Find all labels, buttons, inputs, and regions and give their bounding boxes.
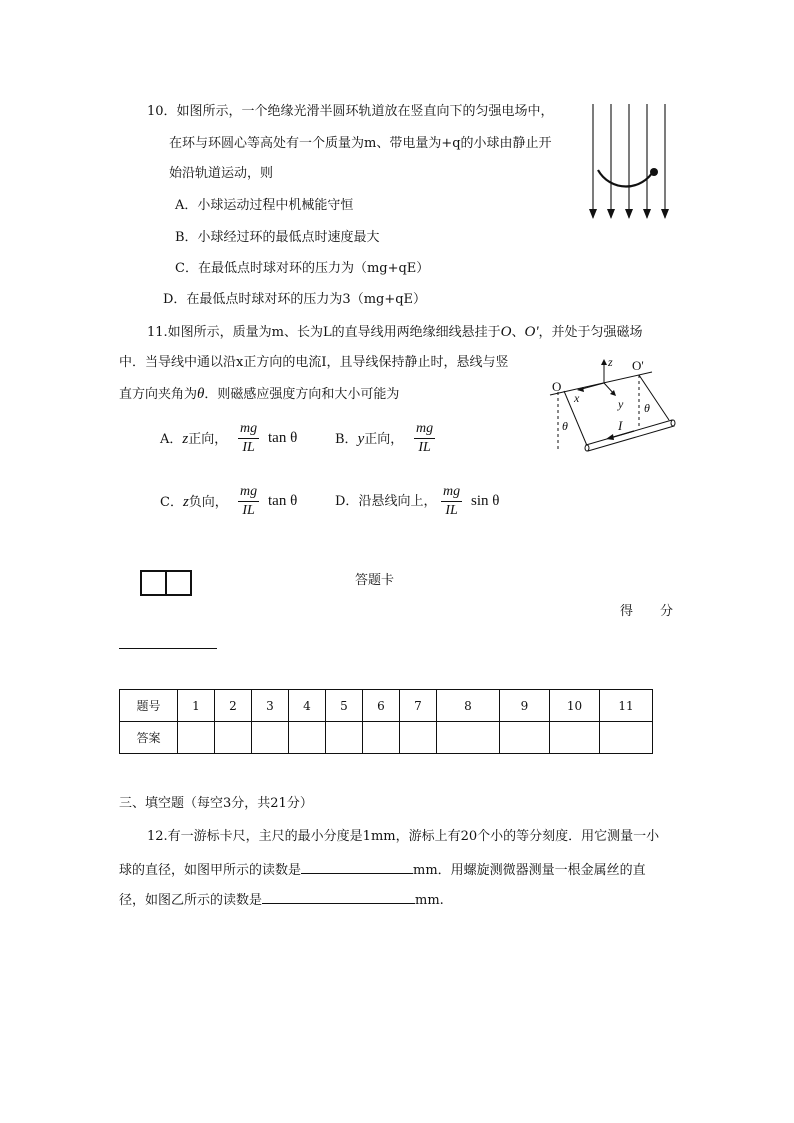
q11-line3 — [119, 385, 399, 404]
q11-separator: 、 — [511, 325, 525, 340]
answer-blank-diameter[interactable] — [301, 859, 413, 874]
option-b-dir: 正向， — [364, 432, 404, 447]
point-o-prime-symbol: O' — [524, 324, 539, 340]
q10-option-c: C．在最低点时球对环的压力为（mg+qE） — [175, 261, 430, 276]
q11-line3-tail: ．则磁感应强度方向和大小可能为 — [204, 387, 400, 402]
header-label: 题号 — [120, 690, 178, 722]
question-number-row — [120, 690, 653, 722]
option-c-letter: C． — [160, 495, 183, 510]
label-o: O — [552, 379, 562, 394]
question-number: 5 — [326, 690, 363, 722]
option-c-fraction — [238, 484, 259, 519]
option-a-fraction — [238, 421, 259, 456]
q11-line1-tail: ，并处于匀强磁场 — [538, 325, 643, 340]
answer-cell[interactable] — [600, 722, 653, 754]
option-d-denominator: IL — [445, 503, 458, 518]
q12-line3 — [119, 889, 444, 910]
q10-line3: 始沿轨道运动，则 — [169, 166, 274, 181]
option-a-dir: 正向， — [188, 432, 228, 447]
label-x: x — [574, 391, 580, 405]
q12-line3-tail: mm. — [415, 893, 444, 908]
option-a-axis: z — [182, 431, 189, 447]
label-o-prime: O' — [632, 358, 644, 373]
score-line — [119, 648, 217, 649]
score-label-fen: 分 — [660, 604, 674, 619]
answer-card-title: 答题卡 — [355, 573, 395, 588]
question-number: 3 — [252, 690, 289, 722]
option-d-function: sin θ — [471, 493, 500, 509]
q11-line3-text: 直方向夹角为 — [119, 387, 198, 402]
question-number: 8 — [437, 690, 500, 722]
q11-line2: 中．当导线中通以沿x正方向的电流I，且导线保持静止时，悬线与竖 — [119, 355, 509, 370]
q12-line2 — [119, 859, 646, 880]
option-b-denominator: IL — [418, 440, 431, 455]
q11-option-c — [160, 493, 228, 512]
answer-table — [119, 689, 653, 754]
electric-field-figure — [585, 100, 675, 225]
q12-line3-text: 径，如图乙所示的读数是 — [119, 893, 263, 908]
q10-line2: 在环与环圆心等高处有一个质量为m、带电量为+q的小球由静止开 — [169, 136, 552, 151]
label-y: y — [618, 397, 624, 411]
answer-cell[interactable] — [289, 722, 326, 754]
option-c-numerator: mg — [238, 484, 259, 502]
label-theta-left: θ — [562, 419, 568, 433]
current-wire — [585, 420, 675, 451]
question-number: 4 — [289, 690, 326, 722]
option-b-fraction — [414, 421, 435, 456]
charged-ball — [650, 168, 658, 176]
answer-cell[interactable] — [215, 722, 252, 754]
option-c-axis: z — [182, 494, 189, 510]
q10-option-b: B．小球经过环的最低点时速度最大 — [175, 230, 380, 245]
semicircle-track — [598, 170, 654, 187]
answer-cell[interactable] — [363, 722, 400, 754]
q11-option-d — [335, 493, 436, 511]
answer-label: 答案 — [120, 722, 178, 754]
option-a-letter: A． — [160, 432, 183, 447]
label-theta-right: θ — [644, 401, 650, 415]
question-number: 10 — [550, 690, 600, 722]
answer-cell[interactable] — [500, 722, 550, 754]
answer-cell[interactable] — [326, 722, 363, 754]
q10-line1: 10．如图所示，一个绝缘光滑半圆环轨道放在竖直向下的匀强电场中， — [147, 104, 554, 119]
option-c-function: tan θ — [268, 493, 298, 509]
score-box — [140, 570, 192, 596]
q10-option-d: D．在最低点时球对环的压力为3（mg+qE） — [163, 292, 427, 307]
option-d-dir: 沿悬线向上， — [358, 494, 437, 509]
option-a-function: tan θ — [268, 430, 298, 446]
option-b-axis: y — [357, 431, 365, 447]
option-d-fraction — [441, 484, 462, 519]
question-number: 1 — [178, 690, 215, 722]
option-a-denominator: IL — [242, 440, 255, 455]
answer-row — [120, 722, 653, 754]
magnetic-field-figure — [548, 350, 683, 455]
option-c-dir: 负向， — [188, 495, 228, 510]
option-c-denominator: IL — [242, 503, 255, 518]
answer-blank-wire[interactable] — [262, 889, 415, 904]
question-number: 11 — [600, 690, 653, 722]
option-d-letter: D． — [335, 494, 359, 509]
q10-option-a: A．小球运动过程中机械能守恒 — [175, 198, 354, 213]
answer-cell[interactable] — [400, 722, 437, 754]
section3-title: 三、填空题（每空3分，共21分） — [119, 796, 313, 811]
q11-line1-text: 11.如图所示，质量为m、长为L的直导线用两绝缘细线悬挂于 — [147, 325, 501, 340]
option-d-numerator: mg — [441, 484, 462, 502]
question-number: 9 — [500, 690, 550, 722]
answer-cell[interactable] — [252, 722, 289, 754]
answer-cell[interactable] — [550, 722, 600, 754]
answer-cell[interactable] — [178, 722, 215, 754]
question-number: 6 — [363, 690, 400, 722]
q12-line1: 12.有一游标卡尺，主尺的最小分度是1mm，游标上有20个小的等分刻度．用它测量一小 — [147, 829, 660, 844]
option-b-letter: B． — [335, 432, 358, 447]
option-a-numerator: mg — [238, 421, 259, 439]
q11-option-a — [160, 430, 227, 449]
answer-cell[interactable] — [437, 722, 500, 754]
question-number: 7 — [400, 690, 437, 722]
question-number: 2 — [215, 690, 252, 722]
q11-line1 — [147, 323, 643, 342]
q12-line2-tail: mm．用螺旋测微器测量一根金属丝的直 — [413, 863, 646, 878]
field-lines — [593, 104, 665, 218]
label-current: I — [618, 418, 623, 433]
score-label-de: 得 — [620, 604, 634, 619]
score-box-divider — [165, 572, 167, 594]
label-z: z — [608, 355, 613, 369]
theta-symbol: θ — [197, 386, 205, 402]
point-o-symbol: O — [500, 324, 512, 340]
q12-line2-text: 球的直径，如图甲所示的读数是 — [119, 863, 302, 878]
option-b-numerator: mg — [414, 421, 435, 439]
q11-option-b — [335, 430, 403, 449]
